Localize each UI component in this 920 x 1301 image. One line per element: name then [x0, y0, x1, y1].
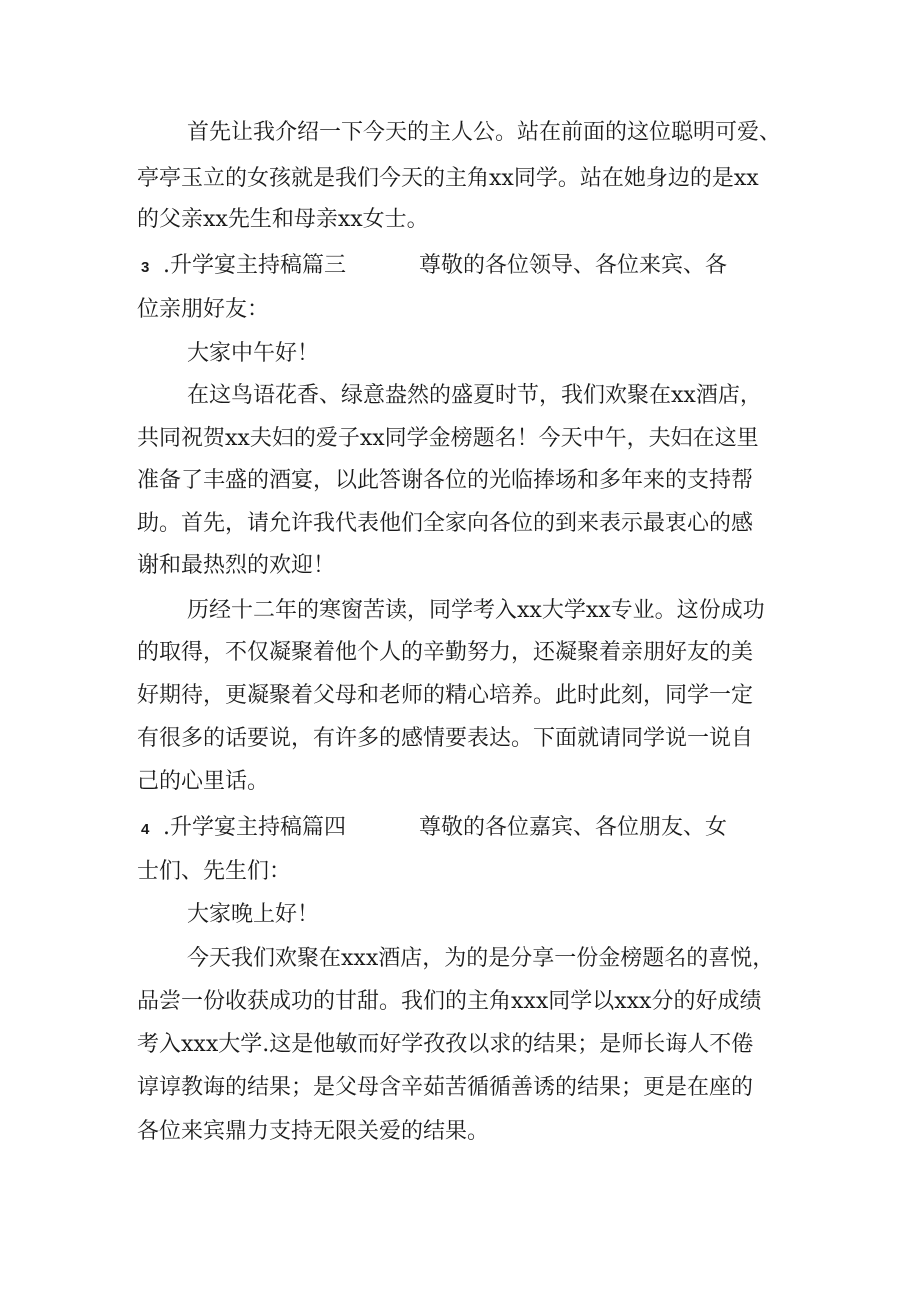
section-4-title: .升学宴主持稿篇四: [163, 815, 346, 840]
section-3-number: 3: [141, 259, 150, 276]
section-3-p2-line-4: 有很多的话要说，有许多的感情要表达。下面就请同学说一说自: [137, 726, 754, 751]
section-3-p1-line-5: 谢和最热烈的欢迎！: [137, 553, 336, 578]
section-4-number: 4: [141, 821, 150, 838]
section-4-greeting: 大家晚上好！: [187, 902, 320, 927]
section-3-p1-line-2: 共同祝贺xx夫妇的爱子xx同学金榜题名！今天中午，夫妇在这里: [137, 426, 759, 451]
section-3-p2-line-2: 的取得，不仅凝聚着他个人的辛勤努力，还凝聚着亲朋好友的美: [137, 640, 754, 665]
section-3-p1-line-3: 准备了丰盛的酒宴，以此答谢各位的光临捧场和多年来的支持帮: [137, 468, 754, 493]
intro-paragraph-line-1: 首先让我介绍一下今天的主人公。站在前面的这位聪明可爱、: [187, 120, 782, 145]
section-3-p1-line-4: 助。首先，请允许我代表他们全家向各位的到来表示最衷心的感: [137, 511, 754, 536]
section-3-p2-line-3: 好期待，更凝聚着父母和老师的精心培养。此时此刻，同学一定: [137, 683, 754, 708]
section-4-p1-line-2: 品尝一份收获成功的甘甜。我们的主角xxx同学以xxx分的好成绩: [137, 989, 762, 1014]
intro-paragraph-line-2: 亭亭玉立的女孩就是我们今天的主角xx同学。站在她身边的是xx: [137, 166, 759, 191]
intro-paragraph-line-3: 的父亲xx先生和母亲xx女士。: [137, 207, 429, 232]
section-4-p1-line-1: 今天我们欢聚在xxx酒店，为的是分享一份金榜题名的喜悦，: [187, 946, 775, 971]
section-4-salutation-cont: 士们、先生们：: [137, 859, 292, 884]
section-3-greeting: 大家中午好！: [187, 341, 320, 366]
section-4-p1-line-4: 谆谆教诲的结果；是父母含辛茹苦循循善诱的结果；更是在座的: [137, 1075, 754, 1100]
section-3-salutation: 尊敬的各位领导、各位来宾、各: [419, 253, 728, 278]
section-4-p1-line-5: 各位来宾鼎力支持无限关爱的结果。: [137, 1119, 490, 1144]
section-3-title: .升学宴主持稿篇三: [163, 253, 346, 278]
section-4-salutation: 尊敬的各位嘉宾、各位朋友、女: [419, 815, 728, 840]
section-3-p2-line-1: 历经十二年的寒窗苦读，同学考入xx大学xx专业。这份成功: [187, 598, 765, 623]
section-3-p1-line-1: 在这鸟语花香、绿意盎然的盛夏时节，我们欢聚在xx酒店，: [187, 383, 762, 408]
section-3-p2-line-5: 己的心里话。: [137, 769, 270, 794]
section-3-salutation-cont: 位亲朋好友：: [137, 297, 270, 322]
section-4-p1-line-3: 考入xxx大学.这是他敏而好学孜孜以求的结果；是师长诲人不倦: [137, 1032, 754, 1057]
